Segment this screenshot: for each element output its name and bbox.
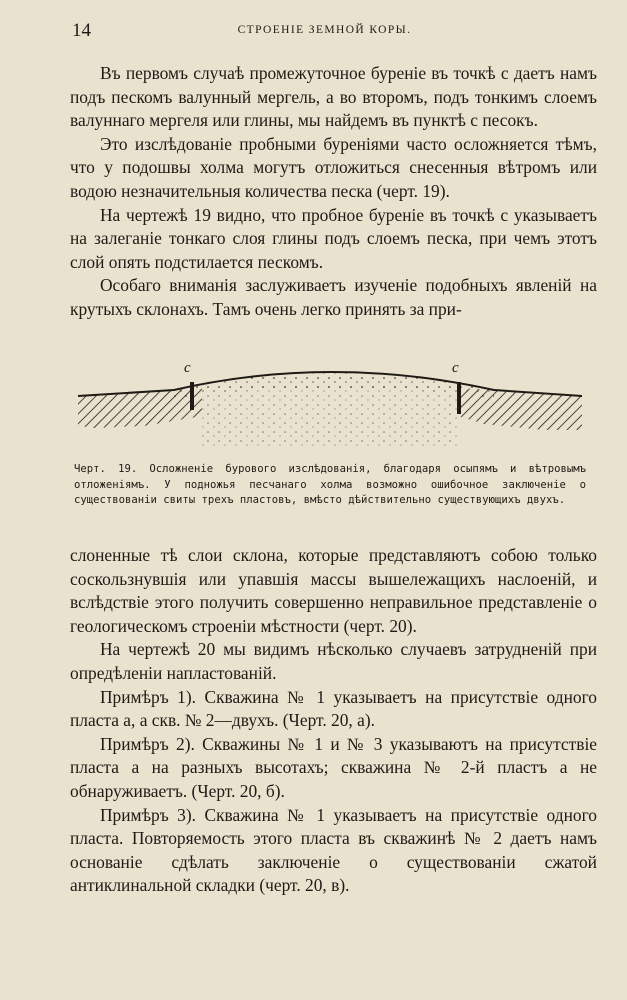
figure-caption — [74, 462, 586, 509]
paragraph: Въ первомъ случаѣ промежуточное буреніе въ точкѣ с даетъ намъ подъ пескомъ валунный мергель, а во второмъ, подъ тонкимъ слоемъ валуннаго мергеля или глины, мы найдемъ въ пунктѣ с песокъ. — [70, 63, 597, 131]
figure-19-drawing — [74, 358, 586, 456]
running-head — [62, 18, 587, 44]
paragraph: Это изслѣдованіе пробными буреніями часто осложняется тѣмъ, что у подошвы холма могутъ отложиться снесенныя вѣтромъ или водою незначительныя количества песка (черт. 19). — [70, 133, 597, 201]
geological-cross-section — [74, 358, 586, 456]
paragraph: Особаго вниманія заслуживаетъ изученіе подобныхъ явленій на крутыхъ склонахъ. Тамъ очень легко принять за при- — [70, 275, 597, 319]
body-text-top — [70, 62, 597, 322]
borehole-label-left: c — [184, 360, 191, 376]
paragraph: На чертежѣ 19 видно, что пробное буреніе въ точкѣ с указываетъ на залеганіе тонкаго слоя глины подъ слоемъ песка, при чемъ этотъ слой опять подстилается пескомъ. — [70, 204, 597, 272]
running-title: СТРОЕНІЕ ЗЕМНОЙ КОРЫ. — [237, 24, 412, 36]
body-text-bottom — [70, 544, 597, 898]
paragraph: Примѣръ 1). Скважина № 1 указываетъ на присутствіе одного пласта а, а скв. № 2—двухъ. (Черт. 20, а). — [70, 686, 597, 731]
sand-lower — [202, 382, 458, 448]
paragraph: На чертежѣ 20 мы видимъ нѣсколько случаевъ затрудненій при опредѣленіи напластованій. — [70, 639, 597, 683]
page-number: 14 — [72, 20, 91, 41]
paragraph: слоненные тѣ слои склона, которые представляютъ собою только соскользнувшія или упавшія массы вышележащихъ наслоеній, и вслѣдствіе этого получить совершенно неправильное представленіе о геологическомъ строеніи мѣстности (черт. 20). — [70, 545, 597, 636]
borehole-label-right: c — [452, 360, 459, 376]
paragraph: Примѣръ 2). Скважины № 1 и № 3 указываютъ на присутствіе пласта а на разныхъ высотахъ; скважина № 2-й пластъ а не обнаруживаетъ. (Черт. 20, б). — [70, 733, 597, 801]
caption-number: Черт. 19. — [74, 463, 138, 475]
caption-text: Осложненіе бурового изслѣдованія, благодаря осыпямъ и вѣтровымъ отложеніямъ. У подножья песчанаго холма возможно ошибочное заключеніе о существованіи свиты трехъ пластовъ, вмѣсто дѣйствительно существующихъ двухъ. — [74, 463, 586, 506]
paragraph: Примѣръ 3). Скважина № 1 указываетъ на присутствіе одного пласта. Повторяемость этого пласта въ скважинѣ № 2 даетъ намъ основаніе сдѣлать заключеніе о существованіи сжатой антиклинальной складки (черт. 20, в). — [70, 804, 597, 896]
